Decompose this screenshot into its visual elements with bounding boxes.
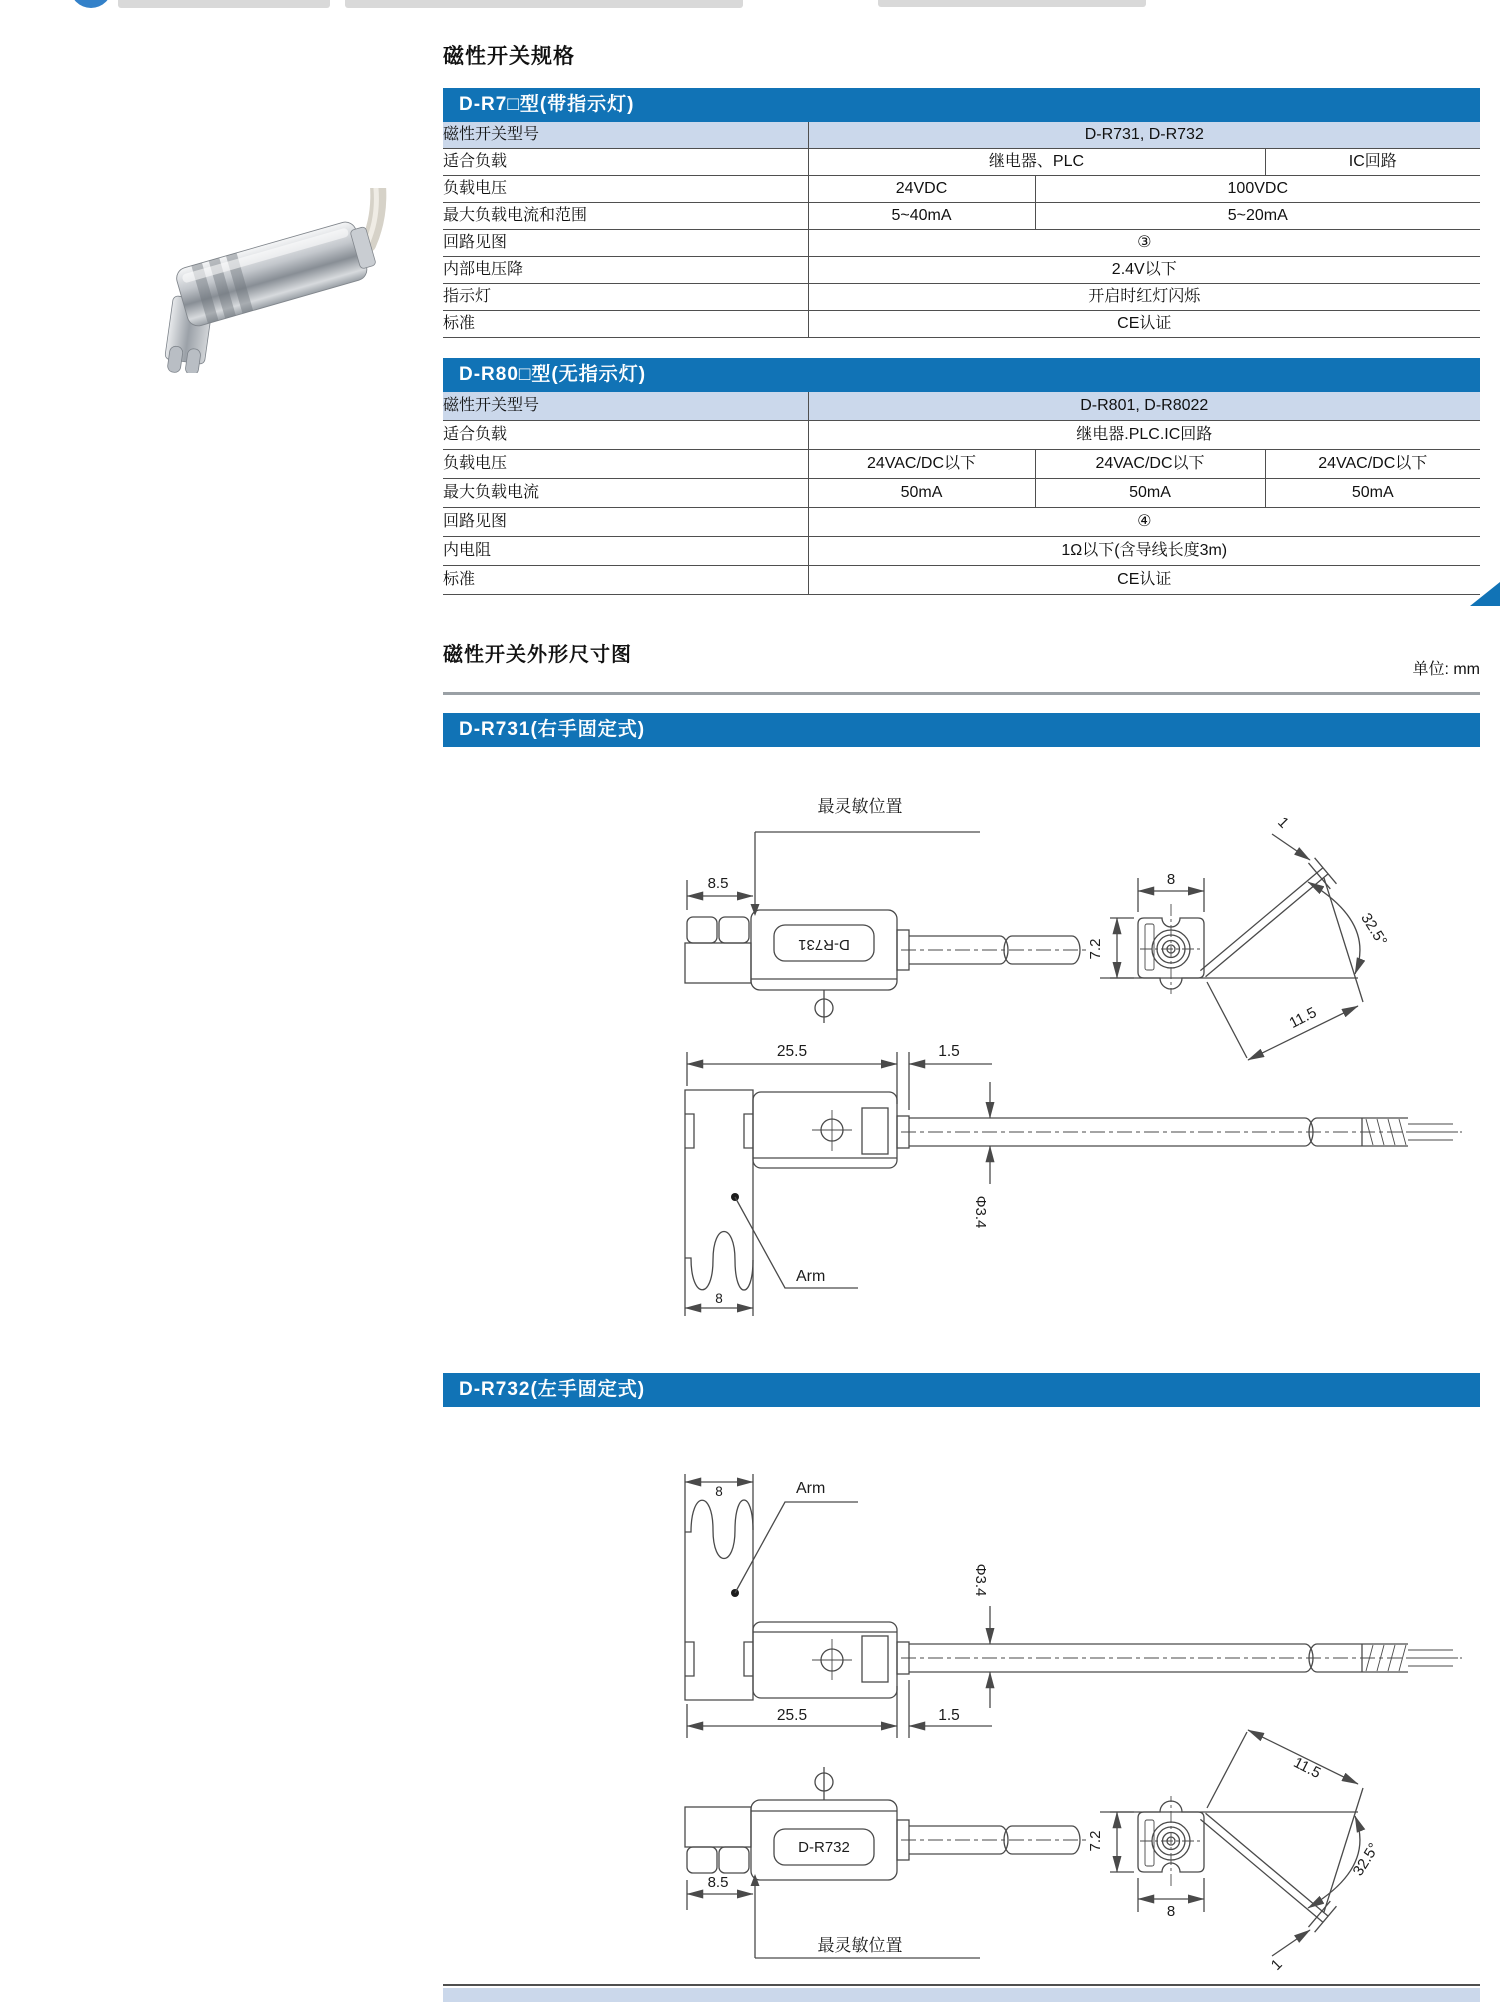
table-row xyxy=(443,257,1480,284)
spec-table-r7 xyxy=(443,122,1480,338)
row-value: 5~40mA xyxy=(808,203,1035,230)
dim-phi3p4: Φ3.4 xyxy=(972,1195,989,1229)
row-value: CE认证 xyxy=(808,566,1480,595)
unit-label: 单位: mm xyxy=(1412,661,1480,678)
drawing2-header: D-R732(左手固定式) xyxy=(443,1373,1480,1407)
dim-7p2: 7.2 xyxy=(1087,938,1104,960)
row-value: 5~20mA xyxy=(1035,203,1480,230)
dim-25p5: 25.5 xyxy=(776,1707,808,1724)
page-edge-tab xyxy=(1470,582,1500,608)
row-label: 适合负载 xyxy=(443,421,808,450)
row-value: 1Ω以下(含导线长度3m) xyxy=(808,537,1480,566)
header-bar-right xyxy=(878,0,1146,7)
dim-1: 1 xyxy=(1274,813,1293,832)
row-label: 负载电压 xyxy=(443,450,808,479)
model-tag-732: D-R732 xyxy=(798,1839,850,1856)
table-row xyxy=(443,149,1480,176)
row-value: 50mA xyxy=(808,479,1035,508)
dim-8-arm: 8 xyxy=(715,1484,723,1499)
table-row xyxy=(443,537,1480,566)
table-row xyxy=(443,421,1480,450)
dim-32p5: 32.5° xyxy=(1357,910,1391,950)
dim-1p5: 1.5 xyxy=(938,1707,960,1724)
dim-8p5: 8.5 xyxy=(707,875,729,892)
bottom-table-sliver xyxy=(443,1988,1480,2002)
row-label: 回路见图 xyxy=(443,230,808,257)
product-photo xyxy=(65,188,395,373)
dim-1p5: 1.5 xyxy=(938,1043,960,1060)
row-value: D-R801, D-R8022 xyxy=(808,392,1480,421)
row-label: 指示灯 xyxy=(443,284,808,311)
row-value: 50mA xyxy=(1265,479,1480,508)
row-value: 100VDC xyxy=(1035,176,1480,203)
row-value: ③ xyxy=(808,230,1480,257)
drawing1-header: D-R731(右手固定式) xyxy=(443,713,1480,747)
sensitive-position-label: 最灵敏位置 xyxy=(817,797,903,816)
drawing-linework xyxy=(685,832,1462,1316)
row-label: 标准 xyxy=(443,566,808,595)
dim-7p2: 7.2 xyxy=(1087,1830,1104,1852)
bottom-table-line xyxy=(443,1984,1480,1986)
dim-8-endview: 8 xyxy=(1166,871,1176,888)
sensor-body-group xyxy=(120,188,395,373)
model-tag-731: D-R731 xyxy=(798,936,850,953)
row-value: 24VAC/DC以下 xyxy=(808,450,1035,479)
row-label: 标准 xyxy=(443,311,808,338)
row-value: D-R731, D-R732 xyxy=(808,122,1480,149)
row-label: 适合负载 xyxy=(443,149,808,176)
dim-1: 1 xyxy=(1267,1955,1286,1974)
arm-label: Arm xyxy=(796,1268,826,1285)
row-value: 继电器、PLC xyxy=(808,149,1265,176)
dim-11p5: 11.5 xyxy=(1290,1754,1324,1782)
header-bar-left xyxy=(118,0,330,8)
row-label: 内电阻 xyxy=(443,537,808,566)
row-label: 内部电压降 xyxy=(443,257,808,284)
row-value: 2.4V以下 xyxy=(808,257,1480,284)
row-value: ④ xyxy=(808,508,1480,537)
header-bar-middle xyxy=(345,0,743,8)
row-label: 最大负载电流 xyxy=(443,479,808,508)
row-value: IC回路 xyxy=(1265,149,1480,176)
sensitive-position-label: 最灵敏位置 xyxy=(817,1936,903,1955)
table-row xyxy=(443,176,1480,203)
row-value: 24VDC xyxy=(808,176,1035,203)
spec-table-r80 xyxy=(443,392,1480,595)
spec-section-title: 磁性开关规格 xyxy=(443,45,575,68)
dim-8-endview: 8 xyxy=(1166,1903,1176,1920)
table-row xyxy=(443,508,1480,537)
table-row xyxy=(443,203,1480,230)
drawing-d731 xyxy=(460,760,1500,1360)
table-row xyxy=(443,122,1480,149)
drawing-d732 xyxy=(460,1390,1500,2000)
row-label: 负载电压 xyxy=(443,176,808,203)
row-value: 24VAC/DC以下 xyxy=(1265,450,1480,479)
table1-header: D-R7□型(带指示灯) xyxy=(443,88,1480,122)
dim-25p5: 25.5 xyxy=(776,1043,808,1060)
table-row xyxy=(443,450,1480,479)
dim-phi3p4: Φ3.4 xyxy=(972,1563,989,1597)
row-value: 24VAC/DC以下 xyxy=(1035,450,1265,479)
arm-label: Arm xyxy=(796,1480,826,1497)
row-label: 最大负载电流和范围 xyxy=(443,203,808,230)
dims-section-title: 磁性开关外形尺寸图 xyxy=(443,644,632,666)
row-value: 50mA xyxy=(1035,479,1265,508)
table-row xyxy=(443,230,1480,257)
row-value: CE认证 xyxy=(808,311,1480,338)
row-label: 磁性开关型号 xyxy=(443,392,808,421)
row-label: 回路见图 xyxy=(443,508,808,537)
table-row xyxy=(443,566,1480,595)
table-row xyxy=(443,479,1480,508)
row-label: 磁性开关型号 xyxy=(443,122,808,149)
divider-rule xyxy=(443,692,1480,695)
header-logo-circle xyxy=(70,0,112,8)
dim-8-arm: 8 xyxy=(715,1291,723,1306)
row-value: 开启时红灯闪烁 xyxy=(808,284,1480,311)
dim-8p5: 8.5 xyxy=(707,1874,729,1891)
row-value: 继电器.PLC.IC回路 xyxy=(808,421,1480,450)
table-row xyxy=(443,284,1480,311)
table-row xyxy=(443,392,1480,421)
dim-11p5: 11.5 xyxy=(1286,1004,1320,1032)
table2-header: D-R80□型(无指示灯) xyxy=(443,358,1480,392)
dim-32p5: 32.5° xyxy=(1349,1840,1383,1880)
table-row xyxy=(443,311,1480,338)
